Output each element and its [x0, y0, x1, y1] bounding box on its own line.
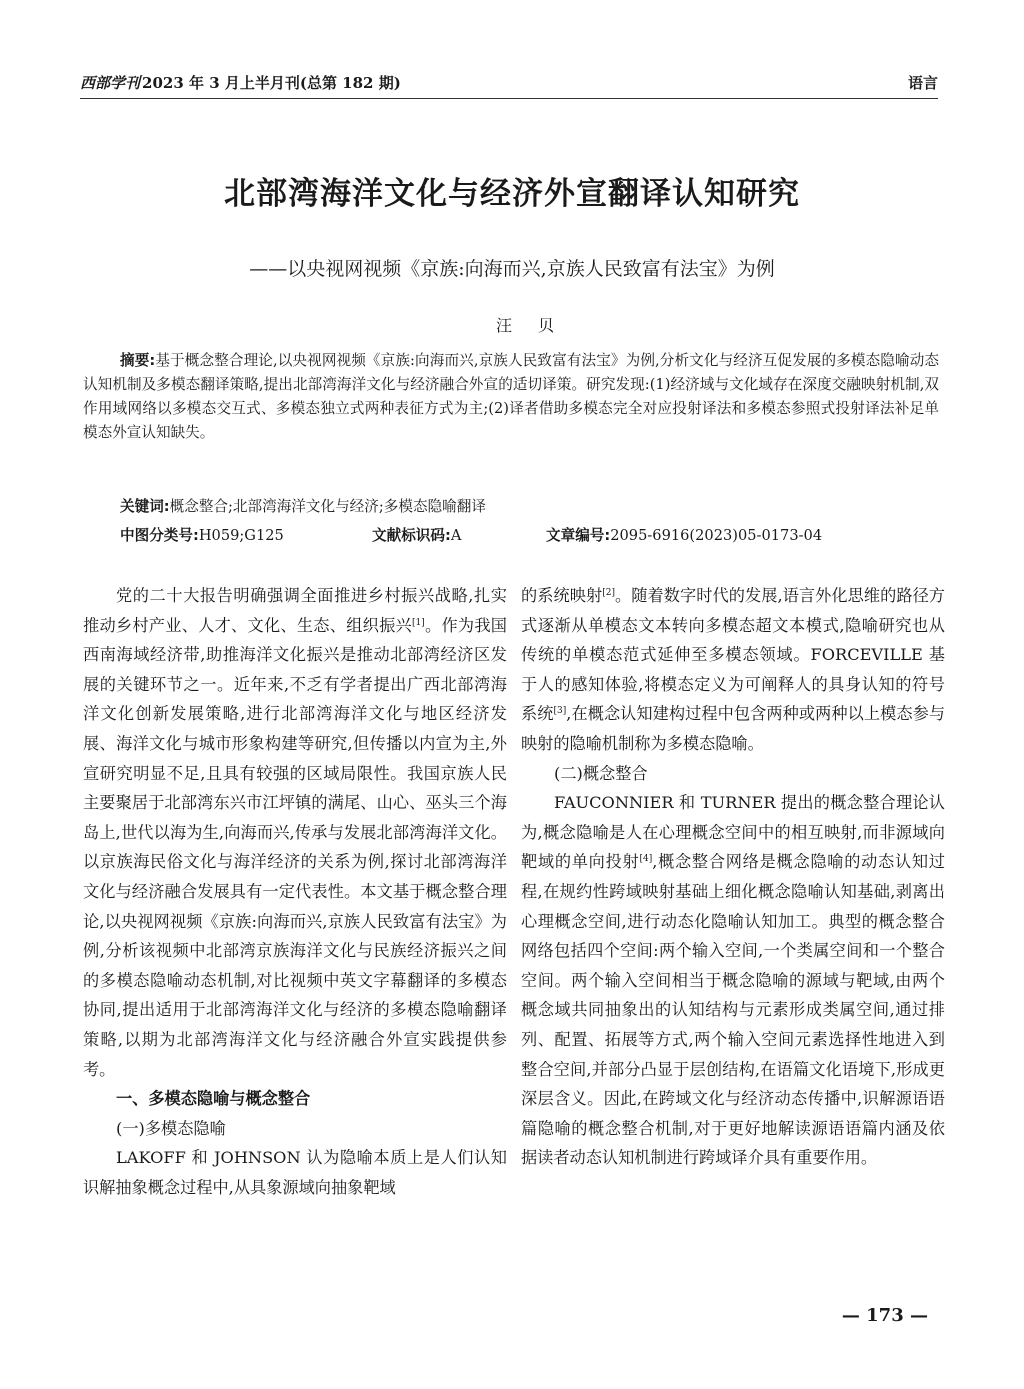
paragraph [83, 581, 507, 1084]
doc-label: 文献标识码: [372, 527, 451, 544]
clc-label: 中图分类号: [120, 527, 199, 544]
classification-line [120, 524, 920, 546]
clc-code [120, 524, 284, 545]
abstract [83, 349, 939, 445]
left-column [83, 581, 507, 1202]
abstract-text: 基于概念整合理论,以央视网视频《京族:向海而兴,京族人民致富有法宝》为例,分析文化与经济互促发展的多模态隐喻动态认知机制及多模态翻译策略,提出北部湾海洋文化与经济融合外宣的适切译策。研究发现:(1)经济域与文化域存在深度交融映射机制,双作用域网络以多模态交互式、多模态独立式两种表征方式为主;(2)译者借助多模态完全对应投射译法和多模态参照式投射译法补足单模态外宣认知缺失。 [83, 352, 939, 441]
journal-name: 西部学刊 [80, 74, 141, 92]
citation-ref: [3] [553, 706, 567, 717]
document-code [372, 524, 461, 545]
article-subtitle: ——以央视网视频《京族:向海而兴,京族人民致富有法宝》为例 [249, 258, 775, 280]
header-divider [80, 98, 938, 99]
article-title: 北部湾海洋文化与经济外宣翻译认知研究 [224, 176, 800, 212]
paragraph [521, 788, 945, 1173]
text-run: 党的二十大报告明确强调全面推进乡村振兴战略,扎实推动乡村产业、人才、文化、生态、组织振兴 [83, 586, 507, 635]
section-label: 语言 [907, 74, 938, 92]
paragraph: LAKOFF 和 JOHNSON 认为隐喻本质上是人们认知识解抽象概念过程中,从具象源域向抽象靶域 [83, 1148, 507, 1197]
subsection-heading: (一)多模态隐喻 [116, 1118, 226, 1138]
text-run: FAUCONNIER 和 TURNER 提出的概念整合理论认为,概念隐喻是人在心理概念空间中的相互映射,而非源域向靶域的单向投射 [521, 793, 945, 872]
issue-info: 2023 年 3 月上半月刊(总第 182 期) [142, 74, 401, 92]
paragraph [521, 581, 945, 759]
article-label: 文章编号: [546, 527, 611, 544]
doc-value: A [450, 527, 462, 544]
running-header [80, 72, 938, 98]
clc-value: H059;G125 [198, 527, 284, 544]
citation-ref: [4] [639, 854, 653, 865]
text-run: ,概念整合网络是概念隐喻的动态认知过程,在规约性跨域映射基础上细化概念隐喻认知基础,剥离出心理概念空间,进行动态化隐喻认知加工。典型的概念整合网络包括四个空间:两个输入空间,一个类属空间和一个整合空间。两个输入空间相当于概念隐喻的源域与靶域,由两个概念域共同抽象出的认知结构与元素形成类属空间,通过排列、配置、拓展等方式,两个输入空间元素选择性地进入到整合空间,并部分凸显于层创结构,在语篇文化语境下,形成更深层含义。因此,在跨域文化与经济动态传播中,识解源语语篇隐喻的概念整合机制,对于更好地解读源语语篇内涵及依据读者动态认知机制进行跨域译介具有重要作用。 [521, 852, 945, 1168]
keywords-label: 关键词: [120, 498, 170, 515]
citation-ref: [1] [412, 617, 425, 628]
keywords-text: 概念整合;北部湾海洋文化与经济;多模态隐喻翻译 [169, 498, 486, 515]
text-run: 。作为我国西南海域经济带,助推海洋文化振兴是推动北部湾经济区发展的关键环节之一。近年来,不乏有学者提出广西北部湾海洋文化创新发展策略,进行北部湾海洋文化与地区经济发展、海洋文化与城市形象构建等研究,但传播以内宣为主,外宣研究明显不足,且具有较强的区域局限性。我国京族人民主要聚居于北部湾东兴市江坪镇的满尾、山心、巫头三个海岛上,世代以海为生,向海而兴,传承与发展北部湾海洋文化。以京族海民俗文化与海洋经济的关系为例,探讨北部湾海洋文化与经济融合发展具有一定代表性。本文基于概念整合理论,以央视网视频《京族:向海而兴,京族人民致富有法宝》为例,分析该视频中北部湾京族海洋文化与民族经济振兴之间的多模态隐喻动态机制,对比视频中英文字幕翻译的多模态协同,提出适用于北部湾海洋文化与经济的多模态隐喻翻译策略,以期为北部湾海洋文化与经济融合外宣实践提供参考。 [83, 615, 507, 1079]
right-column [521, 581, 945, 1173]
section-heading: 一、多模态隐喻与概念整合 [116, 1089, 311, 1109]
article-number [546, 524, 822, 545]
text-run: 。随着数字时代的发展,语言外化思维的路径方式逐渐从单模态文本转向多模态超文本模式,隐喻研究也从传统的单模态范式延伸至多模态领域。FORCEVILLE 基于人的感知体验,将模态定义为可阐释人的具身认知的符号系统 [521, 586, 945, 724]
citation-ref: [2] [602, 588, 615, 598]
author-name: 汪贝 [495, 316, 580, 335]
keywords [120, 495, 486, 516]
journal-info [80, 72, 401, 93]
subsection-heading: (二)概念整合 [554, 763, 648, 783]
page-number: — 173 — [841, 1305, 928, 1326]
text-run: 的系统映射 [521, 586, 603, 605]
abstract-label: 摘要: [120, 352, 156, 369]
text-run: ,在概念认知建构过程中包含两种或两种以上模态参与映射的隐喻机制称为多模态隐喻。 [521, 704, 946, 753]
article-value: 2095-6916(2023)05-0173-04 [610, 527, 823, 544]
